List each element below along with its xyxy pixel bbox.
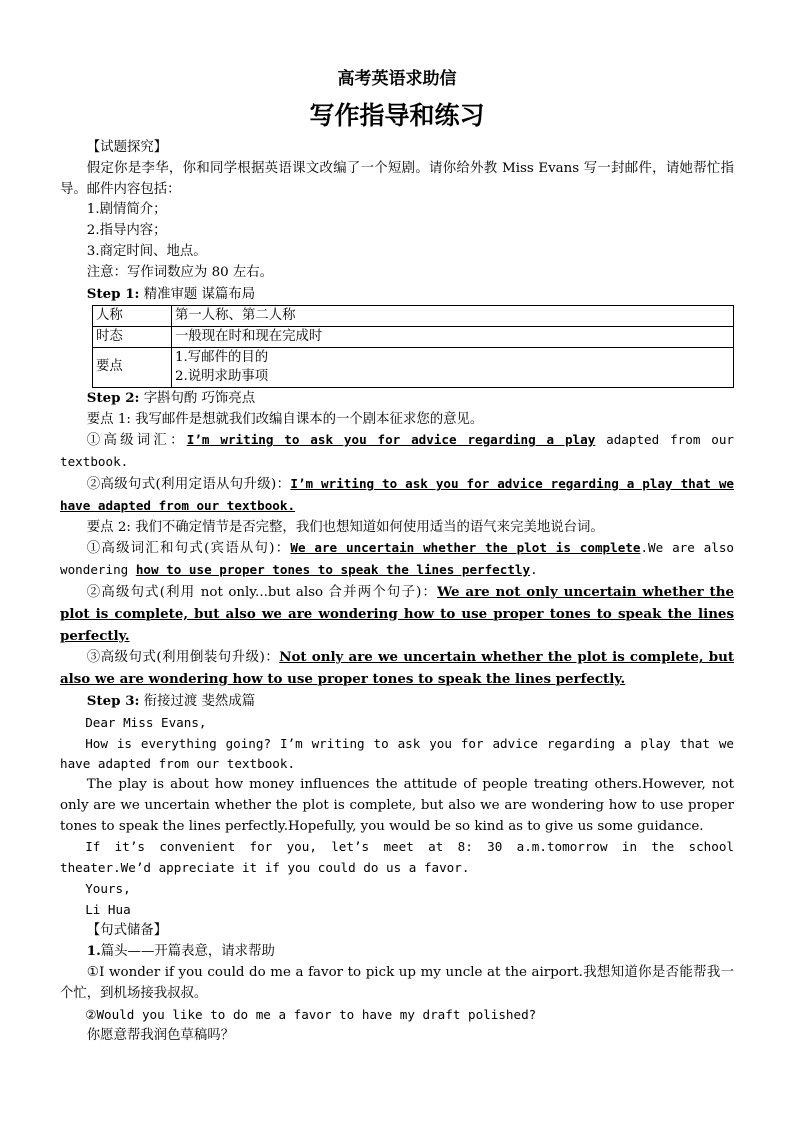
document-page — [60, 66, 734, 1046]
table-cell-value: 一般现在时和现在完成时 — [172, 326, 734, 347]
step3-heading — [60, 691, 734, 713]
point1-vocab — [60, 430, 734, 474]
table-row — [93, 326, 734, 347]
table-cell-value — [172, 347, 734, 387]
letter-paragraph-1: How is everything going? I’m writing to ask you for advice regarding a play that we have adapted from our textbook. — [60, 735, 734, 772]
table-cell-key: 人称 — [93, 306, 172, 327]
step2-label: Step 2: — [86, 389, 140, 406]
reserve-sentence-1: ①I wonder if you could do me a favor to pick up my uncle at the airport.我想知道你是否能帮我一个忙，到机场接我叔叔。 — [60, 965, 734, 1002]
table-cell-value: 第一人称、第二人称 — [172, 306, 734, 327]
table-cell-key: 要点 — [93, 347, 172, 387]
point1-label: 要点 1: — [86, 411, 131, 427]
point1-sentence — [60, 474, 734, 518]
point2-vocab-mid: .We are also wondering — [60, 540, 734, 578]
reserve-heading-1 — [60, 941, 734, 963]
section-heading-reserve: 【句式储备】 — [86, 922, 168, 938]
task-item-2: 2.指导内容； — [86, 223, 167, 239]
document-subtitle: 高考英语求助信 — [337, 69, 457, 89]
letter-closing: Yours, — [85, 881, 131, 897]
table-point-2: 2.说明求助事项 — [175, 369, 269, 385]
task-item-1: 1.剧情简介； — [86, 202, 167, 218]
point1-sentence-label: ②高级句式(利用定语从句升级)： — [86, 476, 291, 492]
point1-heading — [60, 410, 734, 431]
point2-vocab-answer-1: We are uncertain whether the plot is complete — [290, 540, 641, 556]
step1-heading — [60, 284, 734, 306]
table-point-1: 1.写邮件的目的 — [175, 349, 269, 365]
table-cell-key: 时态 — [93, 326, 172, 347]
task-note: 注意：写作词数应为 80 左右。 — [86, 264, 274, 280]
step2-title: 字斟句酌 巧饰亮点 — [139, 390, 256, 406]
step3-label: Step 3: — [86, 692, 140, 709]
point1-vocab-label: ①高级词汇： — [86, 433, 187, 449]
document-title: 写作指导和练习 — [309, 101, 485, 130]
point1-sentence-answer: I’m writing to ask you for advice regarding a play that we have adapted from our textbook. — [60, 475, 734, 513]
point2-sentence-label: ②高级句式(利用 not only...but also 合并两个句子)： — [86, 584, 438, 600]
step1-title: 精准审题 谋篇布局 — [139, 286, 256, 302]
point1-vocab-tail: adapted from our textbook. — [60, 432, 734, 470]
analysis-table — [92, 305, 734, 387]
letter-greeting: Dear Miss Evans, — [85, 714, 207, 730]
reserve-sentence-2-translation: 你愿意帮我润色草稿吗？ — [86, 1027, 235, 1043]
point2-sentence-not-only — [60, 582, 734, 647]
point2-vocab-tail: . — [530, 562, 538, 578]
point2-sentence-inversion — [60, 647, 734, 691]
point2-vocab-label: ①高级词汇和句式(宾语从句)： — [86, 541, 291, 557]
step2-heading — [60, 388, 734, 410]
letter-paragraph-2: The play is about how money influences the attitude of people treating others.However, not only are we uncertain whether the plot is complete, but also we are wondering how to use proper tones to speak the lines perfectly.Hopefully, you would be so kind as to give us some guidance. — [60, 777, 734, 834]
point2-inversion-answer: Not only are we uncertain whether the plot is complete, but also we are wondering how to use proper tones to speak the lines perfectly. — [60, 649, 735, 688]
letter-paragraph-3: If it’s convenient for you, let’s meet at 8: 30 a.m.tomorrow in the school theater.We’d appreciate it if you could do us a favor. — [60, 839, 734, 876]
point2-label: 要点 2: — [86, 519, 131, 535]
reserve-heading-1-label: 1. — [86, 943, 101, 960]
point1-text: 我写邮件是想就我们改编自课本的一个剧本征求您的意见。 — [130, 411, 484, 427]
step1-label: Step 1: — [86, 285, 140, 302]
point2-vocab — [60, 538, 734, 582]
task-description: 假定你是李华，你和同学根据英语课文改编了一个短剧。请你给外教 Miss Evans 写一封邮件，请她帮忙指导。邮件内容包括： — [60, 160, 734, 197]
step3-title: 衔接过渡 斐然成篇 — [139, 693, 256, 709]
reserve-sentence-2: ②Would you like to do me a favor to have my draft polished? — [85, 1006, 537, 1022]
section-heading-explore: 【试题探究】 — [86, 140, 168, 155]
point2-sentence-answer: We are not only uncertain whether the plot is complete, but also we are wondering how to use proper tones to speak the lines perfectly. — [60, 583, 734, 644]
point2-inversion-label: ③高级句式(利用倒装句升级)： — [86, 650, 280, 666]
point2-vocab-answer-2: how to use proper tones to speak the lines perfectly — [135, 562, 531, 578]
reserve-heading-1-text: 篇头——开篇表意，请求帮助 — [100, 944, 275, 960]
table-row — [93, 347, 734, 387]
task-item-3: 3.商定时间、地点。 — [86, 243, 207, 259]
point1-vocab-answer: I’m writing to ask you for advice regarding a play — [186, 432, 596, 448]
letter-signature: Li Hua — [85, 901, 131, 917]
table-row — [93, 306, 734, 327]
point2-heading — [60, 518, 734, 539]
point2-text: 我们不确定情节是否完整，我们也想知道如何使用适当的语气来完美地说台词。 — [130, 519, 604, 535]
